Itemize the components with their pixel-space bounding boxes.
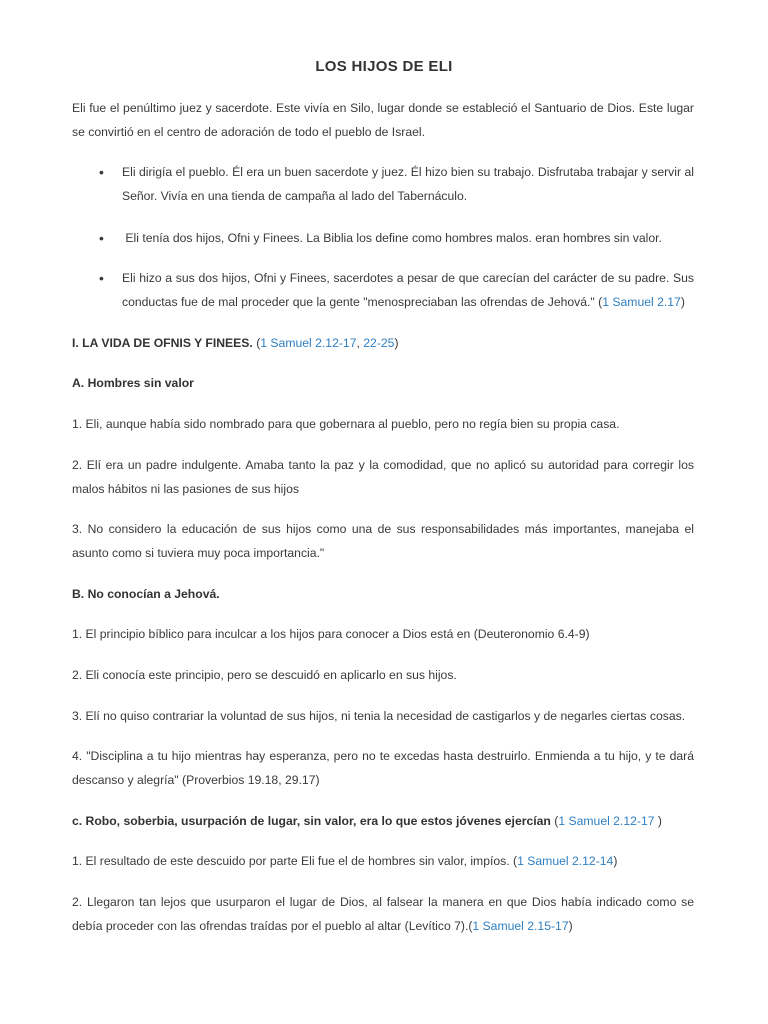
bullet-item-3-text: Eli hizo a sus dos hijos, Ofni y Finees, sacerdotes a pesar de que carecían del carácter de su padre. Sus conductas fue de mal proceder que la gente "menospreciaban las ofrendas de Jehová." ( bbox=[122, 271, 694, 309]
section-c-heading-line bbox=[72, 809, 694, 833]
section-b-point-1: 1. El principio bíblico para inculcar a los hijos para conocer a Dios está en (Deuteronomio 6.4-9) bbox=[72, 627, 590, 641]
paren-close: ) bbox=[654, 814, 662, 828]
intro-paragraph: Eli fue el penúltimo juez y sacerdote. Este vivía en Silo, lugar donde se estableció el Santuario de Dios. Este lugar se convirtió en el centro de adoración de todo el pueblo de Israel. bbox=[72, 101, 694, 139]
scripture-link[interactable]: 1 Samuel 2.12-17 bbox=[260, 336, 357, 350]
paren-close: ) bbox=[613, 854, 618, 868]
scripture-link[interactable]: 1 Samuel 2.12-14 bbox=[517, 854, 614, 868]
section-c-point-2 bbox=[72, 890, 694, 938]
section-b-point-3: 3. Elí no quiso contrariar la voluntad de sus hijos, ni tenia la necesidad de castigarlos y de negarles ciertas cosas. bbox=[72, 709, 686, 723]
bullet-item-3 bbox=[122, 266, 694, 314]
page-title: LOS HIJOS DE ELI bbox=[315, 58, 453, 75]
paren-close: ) bbox=[568, 919, 573, 933]
section-b-heading: B. No conocían a Jehová. bbox=[72, 587, 220, 601]
section-a-point-1: 1. Eli, aunque había sido nombrado para que gobernara al pueblo, pero no regía bien su propia casa. bbox=[72, 417, 620, 431]
bullet-item-1: Eli dirigía el pueblo. Él era un buen sacerdote y juez. Él hizo bien su trabajo. Disfrutaba trabajar y servir al Señor. Vivía en una tienda de campaña al lado del Tabernáculo. bbox=[122, 165, 694, 203]
bullet-marker: • bbox=[99, 270, 104, 286]
section-b-point-2: 2. Eli conocía este principio, pero se descuidó en aplicarlo en sus hijos. bbox=[72, 668, 457, 682]
section-a-point-2: 2. Elí era un padre indulgente. Amaba tanto la paz y la comodidad, que no aplicó su autoridad para corregir los malos hábitos ni las pasiones de sus hijos bbox=[72, 458, 694, 496]
paren-open: ( bbox=[252, 336, 261, 350]
paren-open: ( bbox=[550, 814, 559, 828]
paren-close: ) bbox=[394, 336, 399, 350]
section-c-point-2-text: 2. Llegaron tan lejos que usurparon el lugar de Dios, al falsear la manera en que Dios había indicado como se debía proceder con las ofrendas traídas por el pueblo al altar (Levítico 7).( bbox=[72, 895, 694, 933]
separator: , bbox=[356, 336, 364, 350]
paren-close: ) bbox=[680, 295, 685, 309]
section-c-point-1-text: 1. El resultado de este descuido por parte Eli fue el de hombres sin valor, impíos. ( bbox=[72, 854, 518, 868]
bullet-marker: • bbox=[99, 164, 104, 180]
scripture-link[interactable]: 1 Samuel 2.15-17 bbox=[472, 919, 569, 933]
section-1-heading-line bbox=[72, 331, 694, 355]
bullet-item-2 bbox=[122, 226, 694, 250]
section-a-point-3: 3. No considero la educación de sus hijos como una de sus responsabilidades más importantes, manejaba el asunto como si tuviera muy poca importancia." bbox=[72, 522, 694, 560]
section-a-heading: A. Hombres sin valor bbox=[72, 376, 194, 390]
section-1-heading: I. LA VIDA DE OFNIS Y FINEES. bbox=[72, 336, 253, 350]
bullet-item-2-text: Eli tenía dos hijos, Ofni y Finees. La Biblia los define como hombres malos. eran hombres sin valor. bbox=[125, 231, 662, 245]
section-b-point-4: 4. "Disciplina a tu hijo mientras hay esperanza, pero no te excedas hasta destruirlo. Enmienda a tu hijo, y te dará descanso y alegría" (Proverbios 19.18, 29.17) bbox=[72, 749, 694, 787]
scripture-link[interactable]: 1 Samuel 2.12-17 bbox=[558, 814, 655, 828]
section-c-point-1 bbox=[72, 849, 694, 873]
scripture-link[interactable]: 22-25 bbox=[363, 336, 395, 350]
scripture-link[interactable]: 1 Samuel 2.17 bbox=[602, 295, 681, 309]
bullet-marker: • bbox=[99, 230, 104, 246]
section-c-heading: c. Robo, soberbia, usurpación de lugar, sin valor, era lo que estos jóvenes ejercían bbox=[72, 814, 551, 828]
